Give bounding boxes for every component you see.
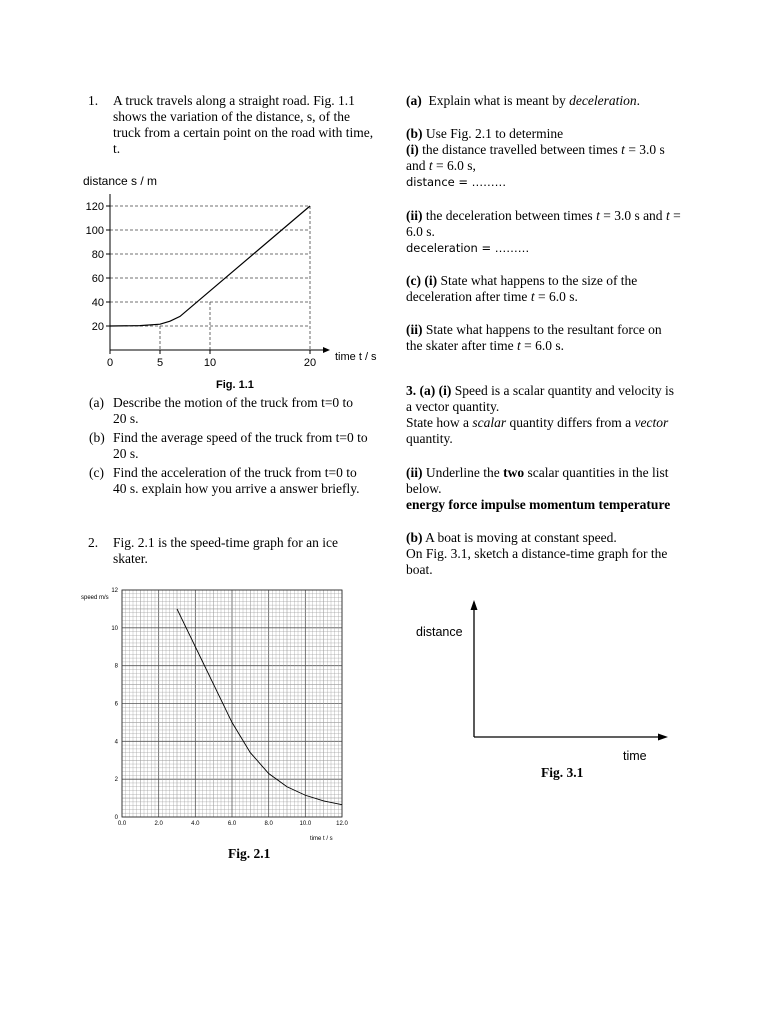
part-c-text-2: = 6.0 s. [537, 289, 578, 304]
fig-3-1-caption: Fig. 3.1 [541, 765, 584, 780]
time-symbol: t [516, 338, 521, 353]
part-bi-text-3: = 6.0 s, [436, 158, 476, 173]
question-3-a-ii [406, 465, 681, 513]
q3-vector: vector [634, 415, 669, 430]
q3-text-4: quantity. [406, 431, 453, 446]
part-a-term: deceleration [569, 93, 637, 108]
arrow-up-icon [471, 600, 478, 610]
part-bii-text-3: = 6.0 s. [406, 208, 681, 239]
y-tick-label: 6 [114, 701, 118, 708]
y-tick-label: 80 [91, 249, 104, 261]
q3ii-two: two [503, 465, 525, 480]
time-symbol: t [596, 208, 600, 223]
y-tick-label: 20 [91, 321, 104, 333]
question-2-number: 2. [88, 535, 99, 550]
part-text: Describe the motion of the truck from t=0 to 20 s. [113, 395, 354, 426]
time-symbol: t [621, 142, 625, 157]
q3-text-2: State how a [406, 415, 469, 430]
part-b-label: (b) [406, 126, 423, 141]
question-1-text: A truck travels along a straight road. Fig. 1.1 shows the variation of the distance, s, of the truck from a certain point on the road with time, t. [113, 93, 374, 156]
part-label: (b) [89, 430, 105, 445]
question-3-a-i [406, 383, 681, 447]
part-b-text: Use Fig. 2.1 to determine [425, 126, 564, 141]
x-tick-label: 2.0 [154, 821, 163, 827]
part-bii-text-1: the deceleration between times [425, 208, 593, 223]
y-tick-label: 8 [114, 663, 118, 670]
y-tick-label: 12 [111, 588, 118, 594]
part-bi-text-2: = 3.0 s and [406, 142, 665, 173]
fig-1-1-tick-labels [86, 201, 316, 369]
time-symbol: t [428, 158, 433, 173]
part-text: Find the average speed of the truck from t=0 to 20 s. [113, 430, 368, 461]
part-text: Find the acceleration of the truck from t=0 to 40 s. explain how you arrive a answer briefly. [113, 465, 360, 496]
fig-2-1-ylabel [81, 595, 109, 601]
part-a-text: Explain what is meant by [428, 93, 566, 108]
fig-1-1-xlabel: time t / s [335, 351, 377, 363]
fig-2-1-tick-labels [111, 588, 348, 827]
fig-2-1-chart [78, 582, 358, 844]
y-tick-label: 100 [85, 225, 104, 237]
distance-answer: distance = ……… [406, 175, 507, 189]
x-tick-label: 6.0 [227, 821, 237, 827]
q3-label: 3. (a) (i) [406, 383, 452, 398]
q3-text-1: Speed is a scalar quantity and velocity is a vector quantity. [406, 383, 675, 414]
y-tick-label: 60 [91, 273, 104, 285]
part-bi-label: (i) [406, 142, 419, 157]
part-c-text-1: State what happens to the size of the deceleration after time [406, 273, 638, 304]
q3b-text-1: A boat is moving at constant speed. [425, 530, 617, 545]
arrow-right-icon [658, 734, 668, 741]
x-tick-label: 0 [106, 357, 114, 369]
fig-2-1-caption: Fig. 2.1 [228, 846, 271, 861]
scalar-vector-list: energy force impulse momentum temperature [406, 497, 671, 512]
part-cii-label: (ii) [406, 322, 423, 337]
q3b-text-2: On Fig. 3.1, sketch a distance-time graph for the boat. [406, 546, 668, 577]
part-bii [406, 208, 681, 256]
x-tick-label: 4.0 [191, 821, 200, 827]
q3b-label: (b) [406, 530, 423, 545]
q3ii-text-1: Underline the [425, 465, 500, 480]
y-tick-label: 0 [114, 815, 118, 821]
fig-1-1-caption: Fig. 1.1 [216, 379, 254, 391]
y-tick-label: 4 [114, 739, 118, 746]
x-tick-label: 8.0 [264, 821, 273, 827]
question-1-number: 1. [88, 93, 99, 108]
time-symbol: t [665, 208, 670, 223]
part-a-label: (a) [406, 93, 422, 108]
arrow-right-icon [323, 347, 330, 353]
part-b [406, 126, 681, 190]
q3ii-text-2: scalar quantities in the list below. [406, 465, 669, 496]
part-cii-text-1: State what happens to the resultant force on the skater after time [406, 322, 662, 353]
part-label: (a) [89, 395, 104, 410]
x-tick-label: 12.0 [336, 821, 348, 827]
q3-text-3: quantity differs from a [509, 415, 632, 430]
y-tick-label: 120 [85, 201, 104, 213]
x-tick-label: 20 [303, 357, 317, 369]
x-tick-label: 5 [156, 357, 164, 369]
x-tick-label: 0.0 [117, 821, 127, 827]
deceleration-answer: deceleration = ……… [406, 241, 530, 255]
y-tick-label: 40 [91, 297, 104, 309]
time-symbol: t [530, 289, 535, 304]
q3-scalar: scalar [472, 415, 507, 430]
part-cii-text-2: = 6.0 s. [524, 338, 564, 353]
question-2-text: Fig. 2.1 is the speed-time graph for an ice skater. [113, 535, 338, 566]
fig-1-1-grid [110, 206, 310, 350]
fig-3-1-ylabel: distance [416, 625, 463, 639]
part-a [406, 93, 681, 109]
part-c-ii [406, 322, 681, 354]
fig-3-1-axes [410, 598, 680, 773]
fig-3-1-xlabel: time [623, 749, 647, 763]
part-c-label: (c) (i) [406, 273, 438, 288]
fig-2-1-xlabel: time t / s [310, 836, 333, 842]
q3ii-label: (ii) [406, 465, 423, 480]
fig-1-1-ylabel: distance s / m [83, 174, 158, 188]
fig-2-1-ylabel-text: speed m/s [81, 595, 109, 601]
part-bi-text-1: the distance travelled between times [422, 142, 618, 157]
fig-2-1-grid [122, 590, 342, 817]
question-3-b [406, 530, 681, 578]
part-a-end: . [636, 93, 640, 108]
x-tick-label: 10 [203, 357, 217, 369]
part-c-i [406, 273, 681, 305]
y-tick-label: 10 [111, 625, 118, 632]
part-label: (c) [89, 465, 104, 480]
fig-1-1-chart [80, 170, 380, 380]
part-bii-text-2: = 3.0 s and [603, 208, 663, 223]
y-tick-label: 2 [114, 777, 118, 784]
x-tick-label: 10.0 [299, 821, 312, 827]
part-bii-label: (ii) [406, 208, 423, 223]
